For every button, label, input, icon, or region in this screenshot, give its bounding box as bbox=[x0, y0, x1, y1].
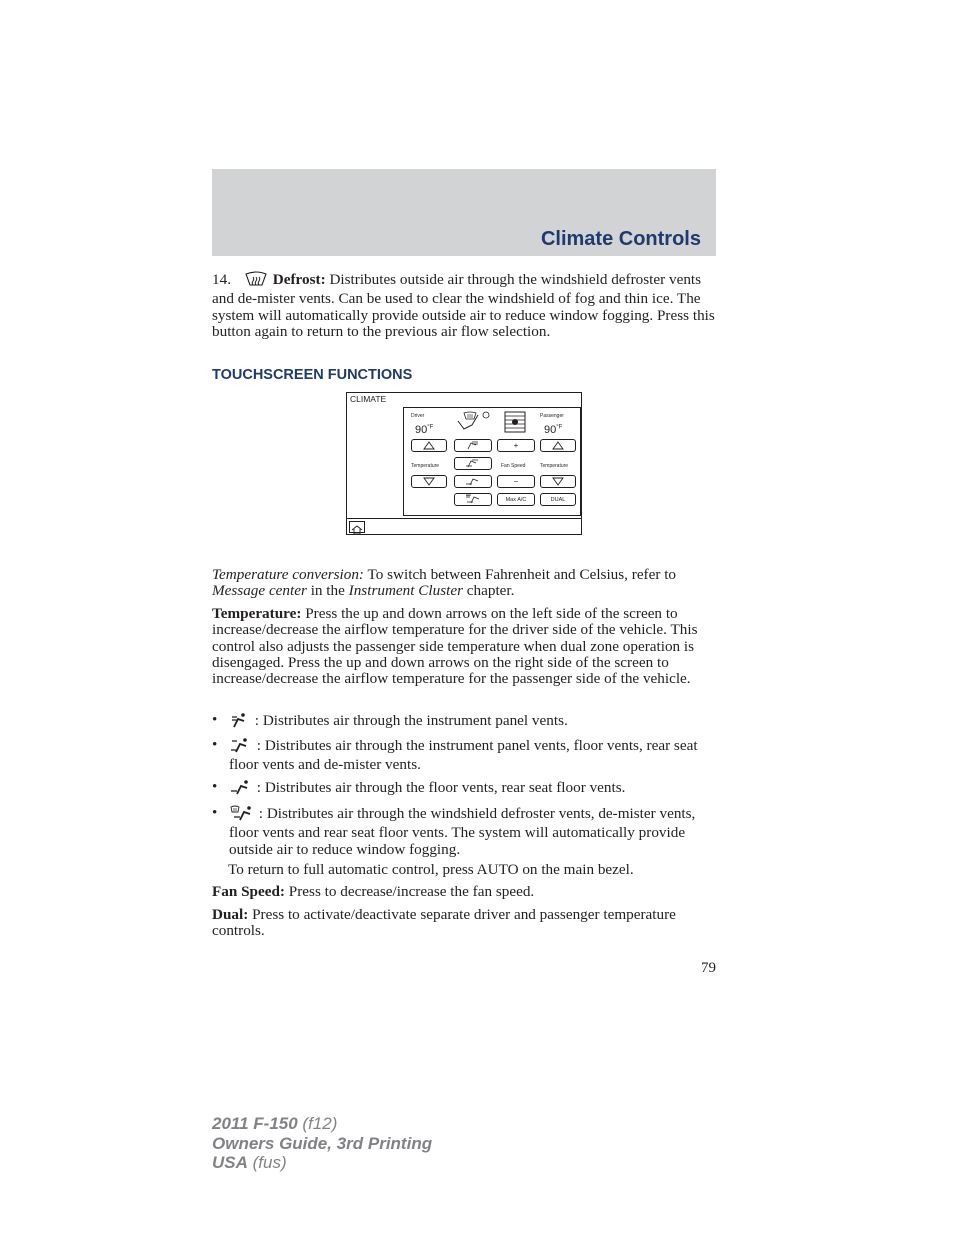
dual-text: Press to activate/deactivate separate driver and passenger temperature controls. bbox=[212, 906, 676, 940]
passenger-temp-up-button[interactable] bbox=[540, 439, 576, 452]
temp-conversion-text-3: chapter. bbox=[463, 582, 515, 600]
defrost-floor-seat-icon bbox=[464, 494, 482, 506]
screen-title: CLIMATE bbox=[350, 394, 387, 404]
panel-floor-vent-icon bbox=[229, 737, 253, 757]
fan-speed-paragraph bbox=[212, 884, 716, 900]
dual-paragraph bbox=[212, 907, 716, 940]
defrost-paragraph bbox=[212, 271, 716, 340]
temp-conversion-text: To switch between Fahrenheit and Celsius, refer to bbox=[364, 566, 677, 583]
bullet: • bbox=[212, 736, 218, 753]
max-ac-button[interactable]: Max A/C bbox=[497, 493, 535, 506]
list-item bbox=[212, 737, 716, 774]
fan-speed-label: Fan Speed bbox=[501, 463, 526, 469]
panel-floor-vent-button[interactable] bbox=[454, 457, 492, 470]
fan-speed-text: Press to decrease/increase the fan speed. bbox=[285, 883, 535, 900]
vent-floor-seat-icon bbox=[464, 458, 482, 470]
bullet: • bbox=[212, 711, 218, 728]
temperature-text: Press the up and down arrows on the left side of the screen to increase/decrease the airflow temperature for the driver side of the vehicle. This control also adjusts the passenger side temperature when dual zone operation is disengaged. Press the up and down arrows on the right side of the screen to increase/decrease the airflow temperature for the passenger side of the vehicle. bbox=[212, 605, 698, 688]
temperature-conversion-paragraph bbox=[212, 567, 716, 600]
page-number: 79 bbox=[701, 960, 716, 976]
panel-vent-button[interactable] bbox=[454, 439, 492, 452]
header-band bbox=[212, 169, 716, 256]
list-item bbox=[212, 779, 716, 799]
passenger-temp-down-button[interactable] bbox=[540, 475, 576, 488]
return-note bbox=[228, 862, 716, 878]
defrost-term: Defrost: bbox=[272, 271, 326, 288]
footer bbox=[212, 1114, 432, 1173]
passenger-label: Passenger bbox=[540, 413, 564, 419]
panel-floor-vent-text: : Distributes air through the instrument panel vents, floor vents, rear seat floor vents and de-mister vents. bbox=[229, 737, 698, 774]
temperature-term: Temperature: bbox=[212, 605, 302, 622]
list-item bbox=[212, 712, 716, 732]
temperature-label-left: Temperature bbox=[411, 463, 440, 469]
panel-vent-icon bbox=[229, 712, 251, 732]
defrost-floor-vent-button[interactable] bbox=[454, 493, 492, 506]
driver-temp-down-button[interactable] bbox=[411, 475, 447, 488]
defrost-floor-vent-text: : Distributes air through the windshield defroster vents, de-mister vents, floor vents and rear seat floor vents. The system will automatically provide outside air to reduce window fogging. bbox=[229, 805, 696, 858]
page-title: Climate Controls bbox=[540, 228, 701, 250]
footer-region: USA bbox=[212, 1153, 248, 1172]
fan-speed-term: Fan Speed: bbox=[212, 883, 285, 900]
driver-label: Driver bbox=[411, 413, 425, 419]
footer-region-code: (fus) bbox=[247, 1153, 287, 1172]
bullet: • bbox=[212, 778, 218, 795]
instrument-cluster-ref: Instrument Cluster bbox=[348, 582, 463, 600]
screen-divider bbox=[347, 518, 581, 519]
dual-term: Dual: bbox=[212, 906, 249, 923]
footer-guide: Owners Guide, 3rd Printing bbox=[212, 1133, 433, 1153]
dual-button[interactable]: DUAL bbox=[540, 493, 576, 506]
list-item bbox=[212, 805, 716, 858]
vent-seat-icon bbox=[464, 440, 482, 452]
passenger-temp-readout: $90^{^\circ F}$ bbox=[544, 424, 563, 436]
temperature-label-right: Temperature bbox=[540, 463, 569, 469]
return-note-text: To return to full automatic control, press AUTO on the main bezel. bbox=[228, 861, 634, 878]
defrost-seat-icon bbox=[454, 411, 494, 438]
home-button[interactable] bbox=[349, 521, 365, 533]
message-center-ref: Message center bbox=[212, 582, 307, 600]
driver-temp-up-button[interactable] bbox=[411, 439, 447, 452]
floor-vent-text: : Distributes air through the floor vents, rear seat floor vents. bbox=[253, 779, 626, 796]
climate-panel bbox=[403, 407, 581, 516]
defrost-floor-vent-icon bbox=[229, 805, 255, 825]
temp-conversion-text-2: in the bbox=[306, 582, 349, 600]
fan-grid-icon bbox=[504, 411, 526, 438]
fan-speed-increase-button[interactable]: + bbox=[497, 439, 535, 452]
climate-screen-illustration bbox=[346, 392, 582, 535]
temp-conversion-term: Temperature conversion: bbox=[212, 566, 364, 583]
item-number: 14. bbox=[212, 271, 231, 288]
floor-seat-icon bbox=[464, 476, 482, 488]
bullet: • bbox=[212, 804, 218, 821]
footer-model: 2011 F-150 bbox=[212, 1114, 298, 1133]
floor-vent-button[interactable] bbox=[454, 475, 492, 488]
driver-temp-readout: $90^{^\circ F}$ bbox=[415, 424, 434, 436]
temperature-paragraph bbox=[212, 606, 716, 687]
defrost-text: Distributes outside air through the windshield defroster vents and de-mister vents. Can be used to clear the windshield of fog and thin ice. The system will automatically provide outside air to reduce window fogging. Press this button again to return to the previous air flow selection. bbox=[212, 271, 715, 340]
fan-speed-decrease-button[interactable]: − bbox=[497, 475, 535, 488]
defrost-icon bbox=[243, 271, 269, 291]
panel-vent-text: : Distributes air through the instrument panel vents. bbox=[251, 712, 568, 729]
home-icon bbox=[350, 522, 364, 539]
footer-model-code: (f12) bbox=[297, 1114, 338, 1133]
section-heading: TOUCHSCREEN FUNCTIONS bbox=[212, 367, 413, 383]
floor-vent-icon bbox=[229, 779, 253, 799]
